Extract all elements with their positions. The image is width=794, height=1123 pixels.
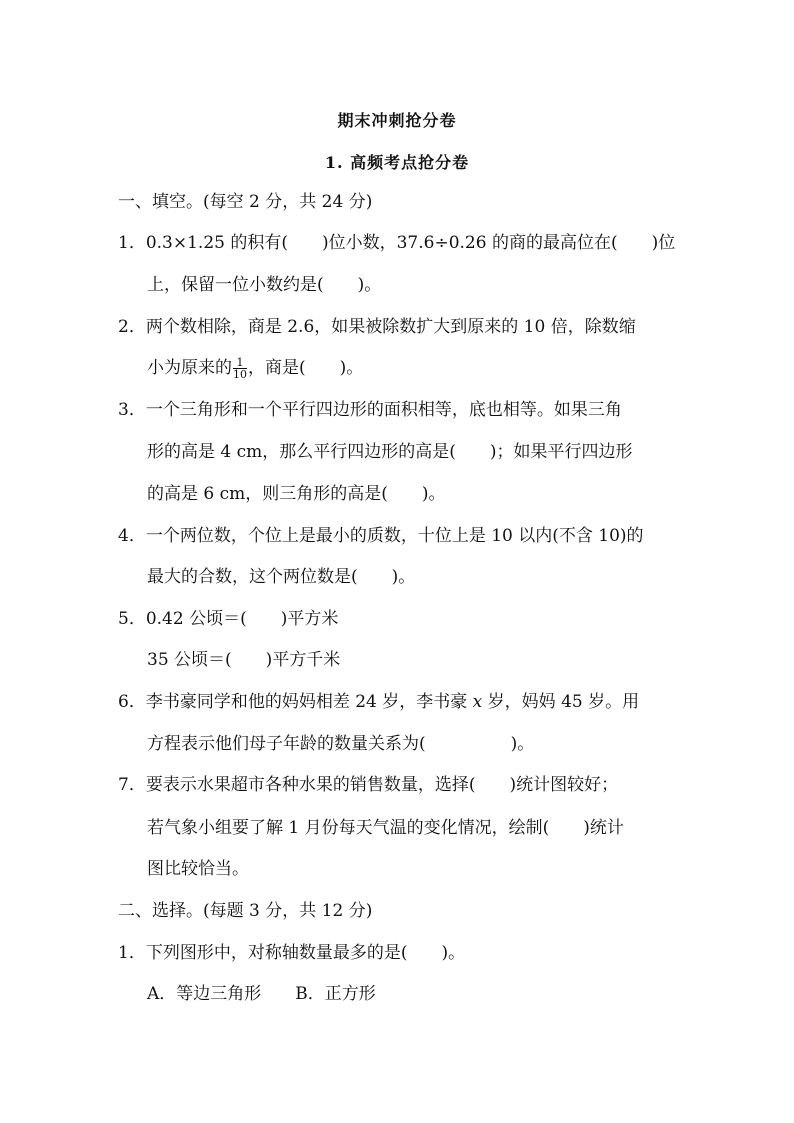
fraction-one-tenth bbox=[233, 357, 247, 380]
section-one-heading: 一、填空。(每空 2 分，共 24 分) bbox=[118, 192, 373, 212]
question-2-text-after: ，商是( )。 bbox=[248, 358, 364, 378]
question-4-line-2: 最大的合数，这个两位数是( )。 bbox=[147, 567, 416, 587]
question-3-line-3: 的高是 6 cm，则三角形的高是( )。 bbox=[147, 484, 446, 504]
question-2-line-2 bbox=[147, 357, 363, 380]
exam-title: 期末冲刺抢分卷 bbox=[337, 111, 457, 130]
question-7-line-1: 7．要表示水果超市各种水果的销售数量，选择( )统计图较好； bbox=[118, 775, 619, 795]
choice-question-1: 1．下列图形中，对称轴数量最多的是( )。 bbox=[118, 943, 466, 963]
question-1-line-2: 上，保留一位小数约是( )。 bbox=[147, 275, 382, 295]
question-6-line-2: 方程表示他们母子年龄的数量关系为( )。 bbox=[147, 734, 535, 754]
question-4-line-1: 4．一个两位数，个位上是最小的质数，十位上是 10 以内(不含 10)的 bbox=[118, 526, 644, 546]
question-7-line-2: 若气象小组要了解 1 月份每天气温的变化情况，绘制( )统计 bbox=[147, 818, 624, 838]
section-two-heading: 二、选择。(每题 3 分，共 12 分) bbox=[118, 901, 373, 921]
question-6-line-1 bbox=[118, 692, 639, 712]
question-7-line-3: 图比较恰当。 bbox=[147, 859, 249, 879]
question-2-text-before: 小为原来的 bbox=[147, 358, 232, 378]
question-2-line-1: 2．两个数相除，商是 2.6，如果被除数扩大到原来的 10 倍，除数缩 bbox=[118, 317, 636, 337]
exam-subtitle: 1. 高频考点抢分卷 bbox=[324, 153, 470, 172]
question-5-line-2: 35 公顷＝( )平方千米 bbox=[147, 650, 341, 670]
fraction-numerator: 1 bbox=[233, 357, 247, 369]
question-5-line-1: 5．0.42 公顷＝( )平方米 bbox=[118, 609, 339, 629]
question-6-text-after: 岁，妈妈 45 岁。用 bbox=[482, 692, 640, 712]
variable-x: x bbox=[472, 692, 483, 712]
fraction-denominator: 10 bbox=[233, 368, 247, 381]
question-1-line-1: 1．0.3×1.25 的积有( )位小数，37.6÷0.26 的商的最高位在( )位 bbox=[118, 233, 676, 253]
question-3-line-2: 形的高是 4 cm，那么平行四边形的高是( )；如果平行四边形 bbox=[147, 442, 633, 462]
choice-question-1-options: A．等边三角形 B．正方形 bbox=[147, 984, 376, 1004]
question-3-line-1: 3．一个三角形和一个平行四边形的面积相等，底也相等。如果三角 bbox=[118, 400, 622, 420]
question-6-text-before: 6．李书豪同学和他的妈妈相差 24 岁，李书豪 bbox=[118, 692, 473, 712]
